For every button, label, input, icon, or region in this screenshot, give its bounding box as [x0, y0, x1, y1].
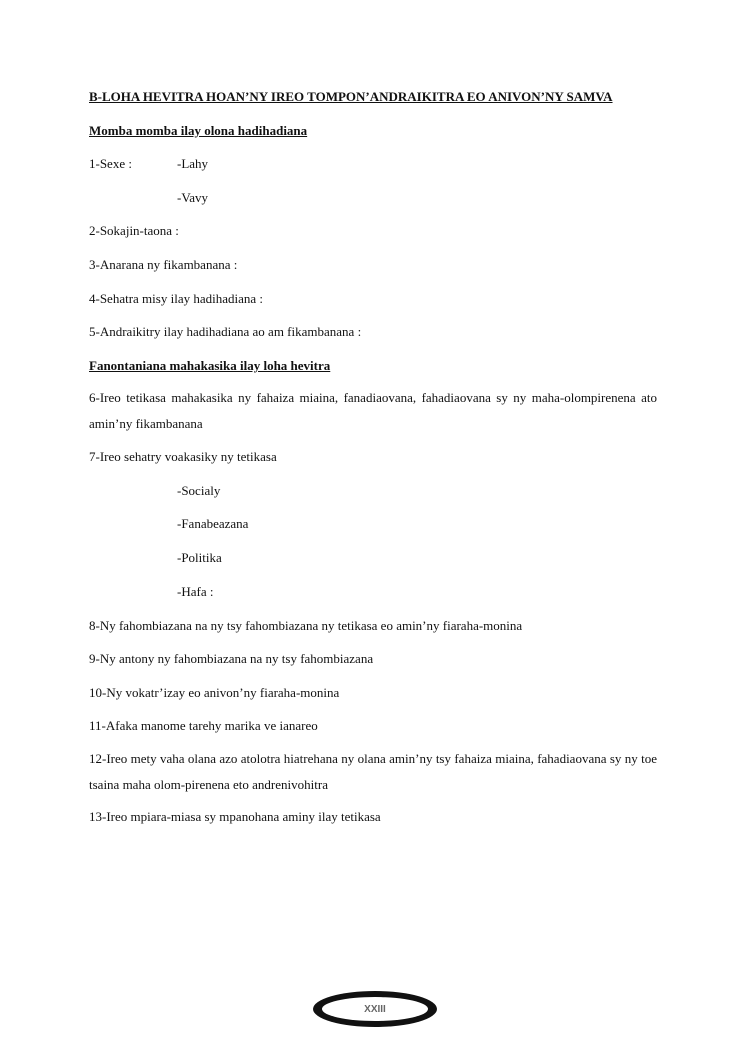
question-10: 10-Ny vokatr’izay eo anivon’ny fiaraha-monina: [89, 685, 340, 700]
question-12: 12-Ireo mety vaha olana azo atolotra hiatrehana ny olana amin’ny tsy fahaiza miaina, fahadiaovana sy ny toe tsaina maha olom-pirenena eto andrenivohitra: [89, 751, 657, 792]
question-5: 5-Andraikitry ilay hadihadiana ao am fikambanana :: [89, 324, 362, 339]
section-heading-respondent: Momba momba ilay olona hadihadiana: [89, 123, 308, 138]
question-1-label: 1-Sexe :: [89, 156, 132, 171]
option-socialy: -Socialy: [177, 483, 221, 498]
page-number: XXIII: [322, 997, 428, 1021]
question-4: 4-Sehatra misy ilay hadihadiana :: [89, 291, 264, 306]
option-hafa: -Hafa :: [177, 584, 214, 599]
option-lahy: -Lahy: [177, 156, 209, 171]
question-3: 3-Anarana ny fikambanana :: [89, 257, 238, 272]
question-6: 6-Ireo tetikasa mahakasika ny fahaiza miaina, fanadiaovana, fahadiaovana sy ny maha-olompirenena ato amin’ny fikambanana: [89, 390, 657, 431]
question-9: 9-Ny antony ny fahombiazana na ny tsy fahombiazana: [89, 651, 374, 666]
question-7: 7-Ireo sehatry voakasiky ny tetikasa: [89, 449, 277, 464]
question-13: 13-Ireo mpiara-miasa sy mpanohana aminy ilay tetikasa: [89, 809, 381, 824]
question-2: 2-Sokajin-taona :: [89, 223, 179, 238]
option-fanabeazana: -Fanabeazana: [177, 516, 249, 531]
section-heading-topic: Fanontaniana mahakasika ilay loha hevitra: [89, 358, 331, 373]
question-1: [89, 156, 208, 172]
option-vavy: -Vavy: [177, 190, 209, 205]
page-number-badge: [313, 991, 437, 1027]
question-8: 8-Ny fahombiazana na ny tsy fahombiazana ny tetikasa eo amin’ny fiaraha-monina: [89, 618, 523, 633]
question-11: 11-Afaka manome tarehy marika ve ianareo: [89, 718, 318, 733]
option-politika: -Politika: [177, 550, 222, 565]
document-title: B-LOHA HEVITRA HOAN’NY IREO TOMPON’ANDRAIKITRA EO ANIVON’NY SAMVA: [89, 89, 613, 104]
